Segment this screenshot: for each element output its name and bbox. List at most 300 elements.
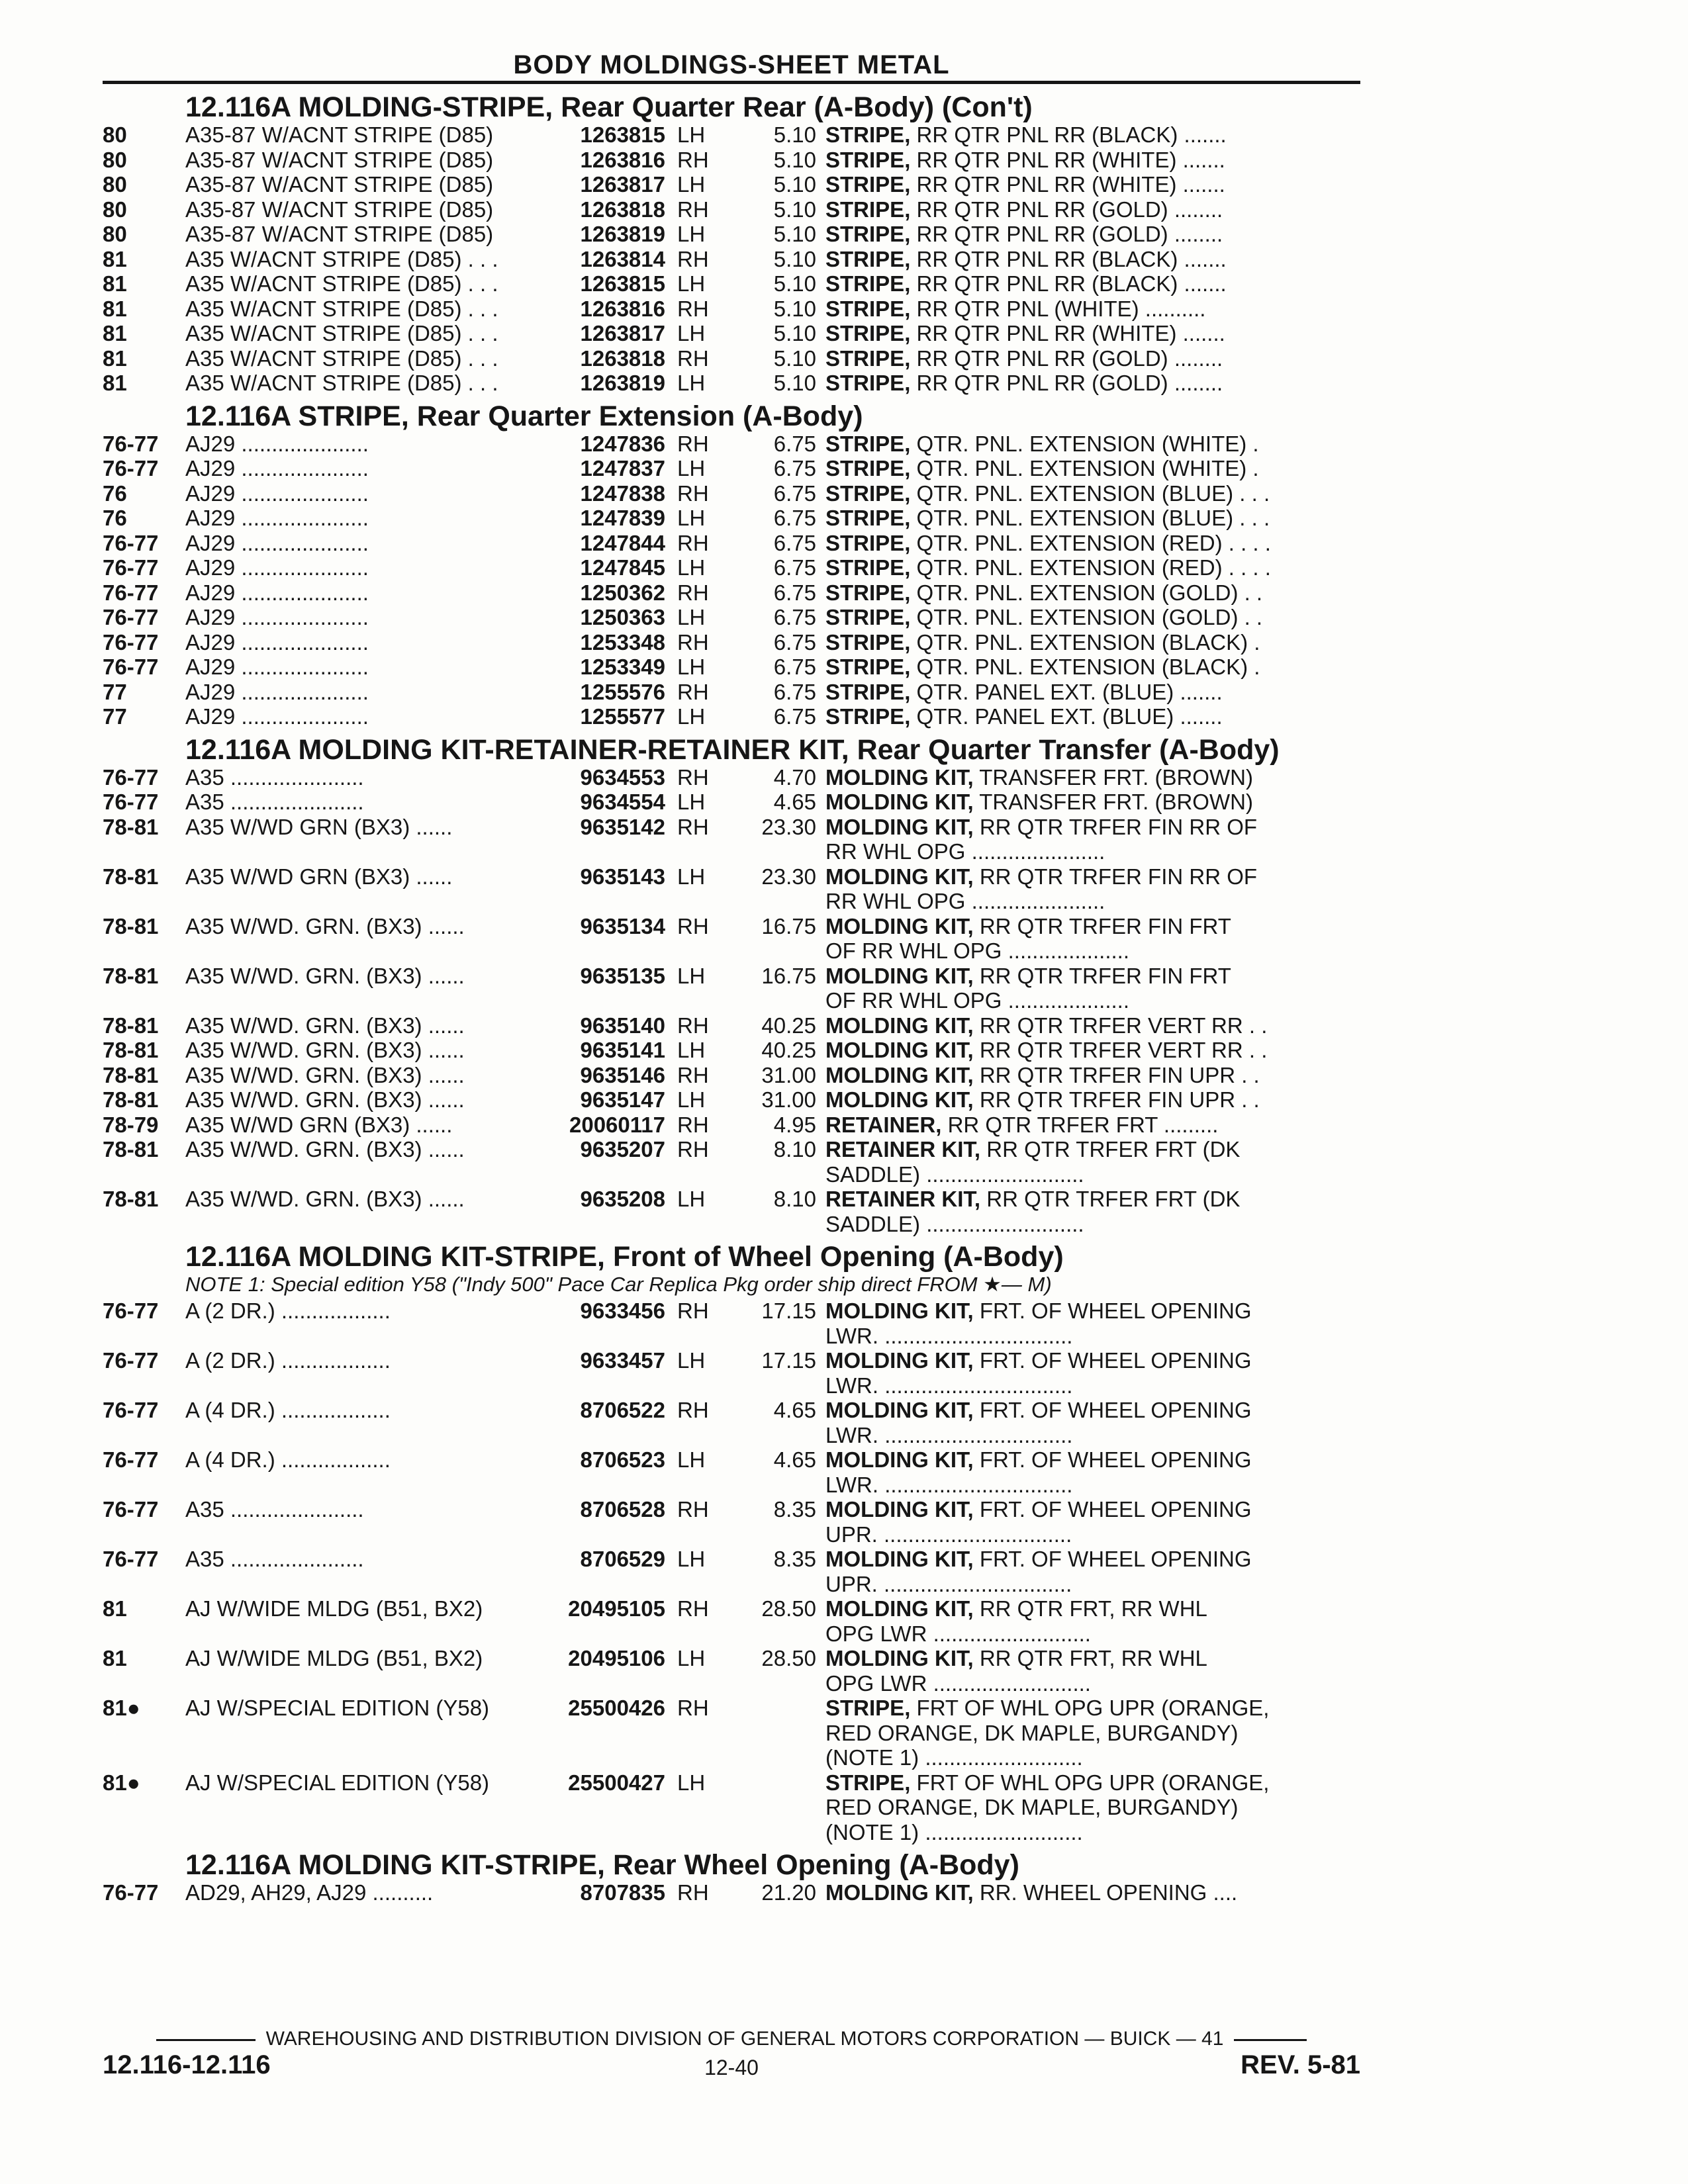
part-number-cell: 9635134	[580, 913, 665, 938]
part-row	[103, 531, 1360, 556]
description-keyword: MOLDING KIT,	[825, 963, 974, 988]
model-cell: A35 W/ACNT STRIPE (D85) . . .	[185, 296, 498, 321]
model-cell: A (2 DR.) ..................	[185, 1298, 391, 1323]
side-cell: LH	[677, 506, 706, 530]
model-cell: A35 ......................	[185, 790, 364, 814]
description-cell	[825, 1696, 1342, 1770]
year-cell: 76-77	[103, 605, 159, 629]
footer-rule-right	[1234, 2039, 1307, 2041]
description-continuation: OPG LWR ..........................	[825, 1621, 1091, 1646]
side-cell: LH	[677, 704, 706, 729]
description-continuation: OPG LWR ..........................	[825, 1670, 1091, 1696]
part-number-cell: 9635146	[580, 1062, 665, 1087]
part-number-cell: 9635143	[580, 864, 665, 889]
model-cell: A35 W/WD GRN (BX3) ......	[185, 864, 453, 889]
model-cell: AJ29 .....................	[185, 655, 369, 679]
description-text: QTR. PNL. EXTENSION (BLUE) . . .	[916, 506, 1270, 530]
price-cell	[738, 1770, 825, 1845]
description-continuation: UPR. ...............................	[825, 1522, 1072, 1547]
side-cell: RH	[677, 1112, 709, 1137]
part-row	[103, 680, 1360, 705]
price-cell: 6.75	[773, 555, 816, 580]
model-cell: A35 W/WD. GRN. (BX3) ......	[185, 1137, 465, 1161]
part-number-cell: 1263816	[580, 147, 665, 172]
year-cell: 81●	[103, 1696, 140, 1720]
description-cell	[825, 1447, 1342, 1497]
side-cell: LH	[677, 963, 706, 988]
footer-division: WAREHOUSING AND DISTRIBUTION DIVISION OF GENERAL MOTORS CORPORATION — BUICK — 41	[265, 2028, 1224, 2050]
description-cell	[825, 456, 1342, 481]
description-cell	[825, 1298, 1342, 1348]
description-cell	[825, 1013, 1342, 1038]
side-cell: RH	[677, 1696, 709, 1720]
year-cell: 78-81	[103, 1038, 159, 1062]
model-cell: AJ W/SPECIAL EDITION (Y58)	[185, 1696, 490, 1720]
price-cell: 5.10	[773, 147, 816, 172]
description-keyword: STRIPE,	[825, 172, 911, 197]
description-keyword: MOLDING KIT,	[825, 1447, 974, 1472]
description-keyword: MOLDING KIT,	[825, 1547, 974, 1571]
price-cell: 16.75	[761, 913, 816, 938]
model-cell: A35 W/ACNT STRIPE (D85) . . .	[185, 271, 498, 296]
description-cell	[825, 1398, 1342, 1447]
description-text: FRT. OF WHEEL OPENING	[979, 1298, 1252, 1323]
part-number-cell: 1263815	[580, 122, 665, 147]
year-cell: 78-81	[103, 963, 159, 988]
model-cell: AJ29 .....................	[185, 456, 369, 480]
side-cell: LH	[677, 655, 706, 679]
description-text: RR QTR PNL RR (WHITE) .......	[916, 172, 1225, 197]
side-cell: RH	[677, 580, 709, 605]
model-cell: A35 W/WD. GRN. (BX3) ......	[185, 1013, 465, 1038]
part-row	[103, 580, 1360, 606]
description-keyword: STRIPE,	[825, 629, 911, 655]
price-cell: 31.00	[761, 1087, 816, 1112]
description-continuation: RR WHL OPG ......................	[825, 839, 1105, 864]
description-keyword: STRIPE,	[825, 605, 911, 629]
part-number-cell: 25500427	[568, 1770, 665, 1795]
description-continuation: (NOTE 1) ..........................	[825, 1745, 1083, 1770]
part-number-cell: 1263819	[580, 371, 665, 395]
side-cell: RH	[677, 147, 709, 172]
price-cell: 6.75	[773, 580, 816, 605]
description-text: RR QTR PNL RR (GOLD) ........	[916, 345, 1223, 371]
part-number-cell: 1247839	[580, 506, 665, 530]
price-cell: 8.35	[773, 1497, 816, 1522]
part-row	[103, 1187, 1360, 1236]
model-cell: A35 W/WD. GRN. (BX3) ......	[185, 1187, 465, 1211]
description-continuation: LWR. ...............................	[825, 1422, 1073, 1447]
description-cell	[825, 1646, 1342, 1696]
section-heading: 12.116A MOLDING KIT-RETAINER-RETAINER KIT, Rear Quarter Transfer (A-Body)	[185, 733, 1280, 766]
description-keyword: MOLDING KIT,	[825, 1348, 974, 1373]
price-cell: 17.15	[761, 1348, 816, 1373]
side-cell: LH	[677, 790, 706, 814]
part-row	[103, 655, 1360, 680]
description-cell	[825, 1770, 1342, 1845]
year-cell: 81●	[103, 1770, 140, 1795]
description-cell	[825, 371, 1342, 396]
part-row	[103, 148, 1360, 173]
description-cell	[825, 1497, 1342, 1547]
part-row	[103, 1298, 1360, 1348]
year-cell: 76-77	[103, 1298, 159, 1323]
description-keyword: MOLDING KIT,	[825, 864, 974, 889]
price-cell: 4.65	[773, 1398, 816, 1422]
part-number-cell: 1247838	[580, 480, 665, 506]
part-number-cell: 20495105	[568, 1596, 665, 1621]
part-row	[103, 1013, 1360, 1038]
price-cell: 5.10	[773, 371, 816, 395]
description-text: QTR. PNL. EXTENSION (GOLD) . .	[916, 580, 1263, 605]
description-cell	[825, 815, 1342, 864]
description-text: RR QTR TRFER FIN FRT	[979, 963, 1231, 988]
side-cell: RH	[677, 1137, 709, 1161]
description-text: FRT. OF WHEEL OPENING	[979, 1398, 1252, 1422]
sections-container	[103, 91, 1360, 1905]
description-continuation: LWR. ...............................	[825, 1373, 1073, 1398]
description-cell	[825, 247, 1342, 272]
description-cell	[825, 580, 1342, 606]
part-row	[103, 1137, 1360, 1187]
description-cell	[825, 481, 1342, 506]
side-cell: RH	[677, 480, 709, 506]
description-keyword: STRIPE,	[825, 530, 911, 555]
part-row	[103, 1547, 1360, 1596]
description-keyword: STRIPE,	[825, 296, 911, 321]
description-cell	[825, 864, 1342, 914]
year-cell: 76-77	[103, 1398, 159, 1422]
description-text: QTR. PNL. EXTENSION (RED) . . . .	[916, 530, 1271, 555]
part-number-cell: 1247836	[580, 431, 665, 456]
side-cell: LH	[677, 555, 706, 580]
year-cell: 77	[103, 679, 127, 704]
part-row	[103, 1497, 1360, 1547]
part-row	[103, 1113, 1360, 1138]
model-cell: A35 W/ACNT STRIPE (D85) . . .	[185, 321, 498, 345]
part-number-cell: 1253349	[580, 655, 665, 679]
year-cell: 76-77	[103, 1880, 159, 1905]
price-cell: 6.75	[773, 679, 816, 704]
description-keyword: STRIPE,	[825, 345, 911, 371]
year-cell: 78-81	[103, 814, 159, 839]
part-row	[103, 1770, 1360, 1845]
description-text: QTR. PANEL EXT. (BLUE) .......	[916, 704, 1223, 729]
part-row	[103, 222, 1360, 247]
description-continuation: RED ORANGE, DK MAPLE, BURGANDY)	[825, 1720, 1239, 1745]
part-row	[103, 790, 1360, 815]
year-cell: 81	[103, 345, 127, 371]
part-number-cell: 1255577	[580, 704, 665, 729]
model-cell: AJ29 .....................	[185, 506, 369, 530]
side-cell: RH	[677, 814, 709, 839]
year-cell: 80	[103, 172, 127, 197]
year-cell: 76-77	[103, 764, 159, 790]
part-number-cell: 1247837	[580, 456, 665, 480]
part-row	[103, 1398, 1360, 1447]
model-cell: A35 W/WD. GRN. (BX3) ......	[185, 1087, 465, 1112]
description-text: RR QTR TRFER FRT .........	[947, 1112, 1219, 1137]
price-cell: 6.75	[773, 431, 816, 456]
description-keyword: RETAINER,	[825, 1112, 942, 1137]
description-cell	[825, 704, 1342, 729]
description-continuation: RR WHL OPG ......................	[825, 889, 1105, 913]
description-cell	[825, 964, 1342, 1013]
description-keyword: STRIPE,	[825, 704, 911, 729]
description-keyword: STRIPE,	[825, 246, 911, 271]
part-number-cell: 9635147	[580, 1087, 665, 1112]
description-keyword: MOLDING KIT,	[825, 1646, 974, 1670]
side-cell: LH	[677, 1187, 706, 1211]
description-text: RR QTR TRFER FIN UPR . .	[979, 1062, 1260, 1087]
model-cell: AJ29 .....................	[185, 555, 369, 580]
footer-group-range: 12.116-12.116	[103, 2050, 271, 2079]
model-cell: A35-87 W/ACNT STRIPE (D85)	[185, 222, 494, 246]
description-cell	[825, 1596, 1342, 1646]
description-keyword: STRIPE,	[825, 271, 911, 296]
year-cell: 78-81	[103, 913, 159, 938]
price-cell: 17.15	[761, 1298, 816, 1323]
part-row	[103, 456, 1360, 481]
description-keyword: MOLDING KIT,	[825, 814, 974, 839]
year-cell: 80	[103, 147, 127, 172]
year-cell: 78-81	[103, 1062, 159, 1087]
part-number-cell: 1250362	[580, 580, 665, 605]
description-keyword: STRIPE,	[825, 431, 911, 456]
price-cell: 23.30	[761, 864, 816, 889]
part-number-cell: 25500426	[568, 1696, 665, 1720]
description-text: RR QTR TRFER FRT (DK	[986, 1187, 1241, 1211]
year-cell: 81	[103, 271, 127, 296]
description-text: RR QTR PNL RR (WHITE) .......	[916, 147, 1225, 172]
price-cell: 8.35	[773, 1547, 816, 1571]
description-text: QTR. PNL. EXTENSION (GOLD) . .	[916, 605, 1263, 629]
description-text: RR QTR PNL RR (BLACK) .......	[916, 122, 1227, 147]
description-keyword: MOLDING KIT,	[825, 764, 974, 790]
description-text: TRANSFER FRT. (BROWN)	[979, 790, 1253, 814]
description-continuation: SADDLE) ..........................	[825, 1211, 1084, 1236]
year-cell: 78-81	[103, 1137, 159, 1161]
part-row	[103, 172, 1360, 197]
side-cell: RH	[677, 1497, 709, 1522]
model-cell: AJ W/SPECIAL EDITION (Y58)	[185, 1770, 490, 1795]
side-cell: RH	[677, 1013, 709, 1038]
side-cell: RH	[677, 913, 709, 938]
description-cell	[825, 605, 1342, 630]
side-cell: LH	[677, 122, 706, 147]
description-text: RR QTR PNL RR (BLACK) .......	[916, 246, 1227, 271]
description-text: RR QTR TRFER FIN FRT	[979, 913, 1231, 938]
description-keyword: STRIPE,	[825, 580, 911, 605]
part-number-cell: 8707835	[580, 1880, 665, 1905]
description-cell	[825, 432, 1342, 457]
year-cell: 76-77	[103, 655, 159, 679]
description-cell	[825, 1063, 1342, 1088]
part-row	[103, 1596, 1360, 1646]
side-cell: RH	[677, 764, 709, 790]
price-cell: 5.10	[773, 122, 816, 147]
year-cell: 76	[103, 480, 127, 506]
side-cell: LH	[677, 271, 706, 296]
year-cell: 76-77	[103, 530, 159, 555]
price-cell: 5.10	[773, 321, 816, 345]
description-cell	[825, 1137, 1342, 1187]
part-row	[103, 122, 1360, 148]
part-row	[103, 765, 1360, 790]
description-text: RR QTR TRFER VERT RR . .	[979, 1013, 1268, 1038]
side-cell: RH	[677, 629, 709, 655]
description-keyword: MOLDING KIT,	[825, 790, 974, 814]
description-text: FRT. OF WHEEL OPENING	[979, 1348, 1252, 1373]
price-cell: 6.75	[773, 629, 816, 655]
part-number-cell: 9635140	[580, 1013, 665, 1038]
year-cell: 78-81	[103, 1087, 159, 1112]
description-text: FRT. OF WHEEL OPENING	[979, 1497, 1252, 1522]
description-keyword: MOLDING KIT,	[825, 1298, 974, 1323]
description-cell	[825, 296, 1342, 322]
year-cell: 76-77	[103, 580, 159, 605]
description-keyword: STRIPE,	[825, 1770, 911, 1795]
year-cell: 78-79	[103, 1112, 159, 1137]
year-cell: 80	[103, 197, 127, 222]
part-row	[103, 296, 1360, 322]
part-row	[103, 197, 1360, 222]
description-cell	[825, 555, 1342, 580]
model-cell: AJ29 .....................	[185, 629, 369, 655]
side-cell: LH	[677, 1547, 706, 1571]
year-cell: 80	[103, 222, 127, 246]
description-continuation: LWR. ...............................	[825, 1472, 1073, 1497]
part-row	[103, 1447, 1360, 1497]
part-row	[103, 1880, 1360, 1905]
side-cell: LH	[677, 172, 706, 197]
description-keyword: MOLDING KIT,	[825, 1087, 974, 1112]
part-row	[103, 1696, 1360, 1770]
year-cell: 81	[103, 246, 127, 271]
part-row	[103, 247, 1360, 272]
model-cell: A35 ......................	[185, 1497, 364, 1522]
description-text: RR QTR PNL RR (WHITE) .......	[916, 321, 1225, 345]
part-number-cell: 9634554	[580, 790, 665, 814]
side-cell: RH	[677, 1298, 709, 1323]
description-cell	[825, 531, 1342, 556]
page-title: BODY MOLDINGS-SHEET METAL	[513, 50, 950, 79]
part-number-cell: 1263815	[580, 271, 665, 296]
part-row	[103, 815, 1360, 864]
price-cell: 21.20	[761, 1880, 816, 1905]
model-cell: A35 ......................	[185, 1547, 364, 1571]
model-cell: AJ29 .....................	[185, 480, 369, 506]
year-cell: 81	[103, 296, 127, 321]
description-cell	[825, 680, 1342, 705]
part-number-cell: 9635208	[580, 1187, 665, 1211]
model-cell: A35 W/ACNT STRIPE (D85) . . .	[185, 345, 498, 371]
model-cell: A35 W/WD. GRN. (BX3) ......	[185, 1062, 465, 1087]
year-cell: 78-81	[103, 1013, 159, 1038]
description-cell	[825, 1038, 1342, 1063]
description-text: RR QTR PNL (WHITE) ..........	[916, 296, 1206, 321]
year-cell: 76	[103, 506, 127, 530]
description-keyword: STRIPE,	[825, 197, 911, 222]
description-keyword: MOLDING KIT,	[825, 1596, 974, 1621]
side-cell: LH	[677, 371, 706, 395]
side-cell: RH	[677, 1062, 709, 1087]
catalog-page	[103, 49, 1360, 1905]
section-heading: 12.116A MOLDING-STRIPE, Rear Quarter Rear (A-Body) (Con't)	[185, 91, 1033, 123]
price-cell: 23.30	[761, 814, 816, 839]
model-cell: A35 W/WD. GRN. (BX3) ......	[185, 963, 465, 988]
model-cell: A35-87 W/ACNT STRIPE (D85)	[185, 172, 494, 197]
model-cell: A (4 DR.) ..................	[185, 1398, 391, 1422]
model-cell: A35 W/WD GRN (BX3) ......	[185, 1112, 453, 1137]
part-number-cell: 20060117	[569, 1112, 665, 1137]
side-cell: RH	[677, 197, 709, 222]
description-keyword: STRIPE,	[825, 480, 911, 506]
year-cell: 81	[103, 1646, 127, 1670]
year-cell: 80	[103, 122, 127, 147]
part-row	[103, 605, 1360, 630]
description-cell	[825, 506, 1342, 531]
description-cell	[825, 172, 1342, 197]
part-row	[103, 321, 1360, 346]
year-cell: 76-77	[103, 1497, 159, 1522]
description-continuation: UPR. ...............................	[825, 1571, 1072, 1596]
description-keyword: STRIPE,	[825, 1696, 911, 1720]
description-cell	[825, 1087, 1342, 1113]
side-cell: LH	[677, 1646, 706, 1670]
price-cell: 4.65	[773, 1447, 816, 1472]
description-keyword: STRIPE,	[825, 321, 911, 345]
description-continuation: SADDLE) ..........................	[825, 1161, 1084, 1187]
part-number-cell: 1250363	[580, 605, 665, 629]
description-keyword: MOLDING KIT,	[825, 1062, 974, 1087]
side-cell: LH	[677, 605, 706, 629]
description-continuation: OF RR WHL OPG ....................	[825, 938, 1129, 963]
side-cell: LH	[677, 1447, 706, 1472]
part-row	[103, 346, 1360, 371]
price-cell: 4.95	[773, 1112, 816, 1137]
description-cell	[825, 346, 1342, 371]
part-number-cell: 1247844	[580, 530, 665, 555]
part-number-cell: 1263818	[580, 197, 665, 222]
description-text: QTR. PNL. EXTENSION (WHITE) .	[916, 431, 1259, 456]
description-keyword: MOLDING KIT,	[825, 1398, 974, 1422]
model-cell: AJ29 .....................	[185, 605, 369, 629]
section-heading: 12.116A MOLDING KIT-STRIPE, Front of Wheel Opening (A-Body)	[185, 1241, 1064, 1273]
description-cell	[825, 1187, 1342, 1236]
description-cell	[825, 148, 1342, 173]
description-cell	[825, 1348, 1342, 1398]
part-row	[103, 555, 1360, 580]
price-cell: 28.50	[761, 1596, 816, 1621]
model-cell: A35 W/WD. GRN. (BX3) ......	[185, 1038, 465, 1062]
part-number-cell: 1253348	[580, 629, 665, 655]
description-text: RR QTR PNL RR (GOLD) ........	[916, 197, 1223, 222]
description-text: RR QTR TRFER FIN UPR . .	[979, 1087, 1260, 1112]
part-number-cell: 9635207	[580, 1137, 665, 1161]
price-cell: 6.75	[773, 704, 816, 729]
description-keyword: MOLDING KIT,	[825, 1880, 974, 1905]
part-number-cell: 1263817	[580, 172, 665, 197]
model-cell: A35-87 W/ACNT STRIPE (D85)	[185, 147, 494, 172]
part-row	[103, 481, 1360, 506]
part-row	[103, 964, 1360, 1013]
description-keyword: STRIPE,	[825, 506, 911, 530]
price-cell: 5.10	[773, 345, 816, 371]
footer-revision: REV. 5-81	[1241, 2050, 1360, 2079]
title-rule	[103, 81, 1360, 84]
part-number-cell: 8706523	[580, 1447, 665, 1472]
